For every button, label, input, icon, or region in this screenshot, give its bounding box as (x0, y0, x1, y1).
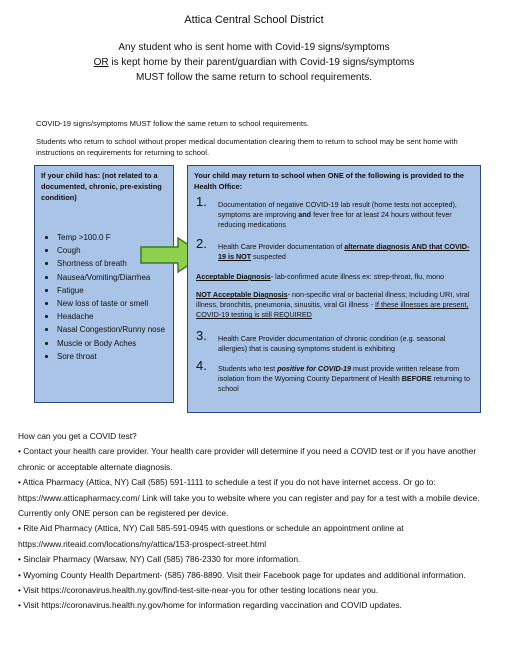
requirement-number: 3. (196, 328, 207, 343)
symptom-item: Muscle or Body Aches (45, 337, 165, 350)
symptom-item: Headache (45, 310, 165, 323)
symptom-item: Cough (45, 244, 165, 257)
testing-bullet: • Visit https://coronavirus.health.ny.gov/home for information regarding vaccination and COVID updates. (18, 600, 402, 611)
requirement-4-text-end: returning to school (218, 374, 471, 393)
not-acceptable-text: - non-specific viral or bacterial illness; Including URI, viral illness, bronchitis, pneumonia, sinusitis, viral GI illness - (196, 290, 470, 309)
testing-bullet: • Sinclair Pharmacy (Warsaw, NY) Call (585) 786-2330 for more information. (18, 554, 301, 565)
not-acceptable-label: NOT Acceptable Diagnosis (196, 290, 288, 299)
requirement-1-text: Documentation of negative COVID-19 lab result (home tests not accepted), symptoms are improving (218, 200, 457, 219)
requirement-3-text: Health Care Provider documentation of chronic condition (e.g. seasonal allergies) that is causing symptoms student is exhibiting (218, 334, 446, 353)
not-acceptable-warning: If these illnesses are present, COVID-19 testing is still REQUIRED (196, 300, 469, 319)
requirement-4-text-mid: must provide written release from isolation from the Wyoming County Department of Health (218, 364, 460, 383)
symptom-item: Nasal Congestion/Runny nose (45, 323, 165, 336)
intro-block (0, 40, 508, 85)
testing-bullet: • Rite Aid Pharmacy (Attica, NY) Call 585-591-0945 with questions or schedule an appointment online at https://www.riteaid.com/locations/ny/attica/153-prospect-street.html (18, 523, 404, 549)
testing-section (18, 429, 496, 614)
requirement-3 (196, 328, 476, 354)
symptom-item: Nausea/Vomiting/Diarrhea (45, 271, 165, 284)
symptom-item: Temp >100.0 F (45, 231, 165, 244)
symptom-item: New loss of taste or smell (45, 297, 165, 310)
testing-bullet: • Wyoming County Health Department- (585) 786-8890. Visit their Facebook page for updates and additional information. (18, 569, 466, 580)
requirement-1 (196, 194, 476, 230)
return-heading: Your child may return to school when ONE of the following is provided to the Health Office: (194, 171, 465, 191)
symptom-item: Sore throat (45, 350, 165, 363)
intro-or: OR (93, 57, 109, 68)
symptom-item: Fatigue (45, 284, 165, 297)
return-requirements-box (187, 165, 481, 413)
requirement-4-text: Students who test (218, 364, 278, 373)
acceptable-label: Acceptable Diagnosis (196, 272, 271, 281)
intro-line-2 (0, 55, 508, 70)
requirement-number: 4. (196, 358, 207, 373)
testing-bullet: • Contact your health care provider. Your health care provider will determine if you need a COVID test or if you have another chronic or acceptable alternate diagnosis. (18, 446, 477, 472)
requirement-2-text: Health Care Provider documentation of (218, 242, 345, 251)
note-2: Students who return to school without proper medical documentation clearing them to return to school may be sent home with instructions on requirements for returning to school. (36, 137, 458, 157)
testing-bullet: • Attica Pharmacy (Attica, NY) Call (585) 591-1111 to schedule a test if you do not have internet access. Or go to: https://www.atticapharmacy.com/ Link will take you to website where you can register and pay for a test with a mobile device. Currently only ONE person can be registered per device. (18, 477, 480, 519)
requirement-2-text-end: suspected (251, 252, 286, 261)
note-1: COVID-19 signs/symptoms MUST follow the same return to school requirements. (36, 119, 309, 128)
intro-line-2-rest: is kept home by their parent/guardian with Covid-19 signs/symptoms (108, 57, 415, 68)
requirement-1-and: and (298, 210, 312, 219)
requirement-4-before: BEFORE (401, 374, 432, 383)
requirement-4-emphasis: positive for COVID-19 (277, 364, 352, 373)
requirement-4 (196, 358, 476, 394)
testing-bullet: • Visit https://coronavirus.health.ny.gov/find-test-site-near-you for other testing locations near you. (18, 585, 379, 596)
document-title: Attica Central School District (184, 14, 324, 26)
symptoms-box (34, 165, 174, 403)
requirement-2 (196, 236, 476, 262)
acceptable-diagnosis (196, 272, 476, 282)
symptom-item: Shortness of breath (45, 257, 165, 270)
acceptable-text: - lab-confirmed acute illness ex: strep-throat, flu, mono (270, 272, 445, 281)
intro-line-1: Any student who is sent home with Covid-19 signs/symptoms (118, 42, 390, 53)
not-acceptable-diagnosis (196, 290, 476, 320)
testing-question: How can you get a COVID test? (18, 431, 137, 441)
requirement-number: 1. (196, 194, 207, 209)
symptoms-heading: If your child has: (not related to a documented, chronic, pre-existing condition) (41, 171, 162, 202)
requirement-1-text-end: fever free for at least 24 hours without fever reducing medications (218, 210, 452, 229)
requirement-2-emphasis: alternate diagnosis AND that COVID-19 is NOT (218, 242, 470, 261)
intro-line-3: MUST follow the same return to school requirements. (135, 72, 373, 83)
requirement-number: 2. (196, 236, 207, 251)
